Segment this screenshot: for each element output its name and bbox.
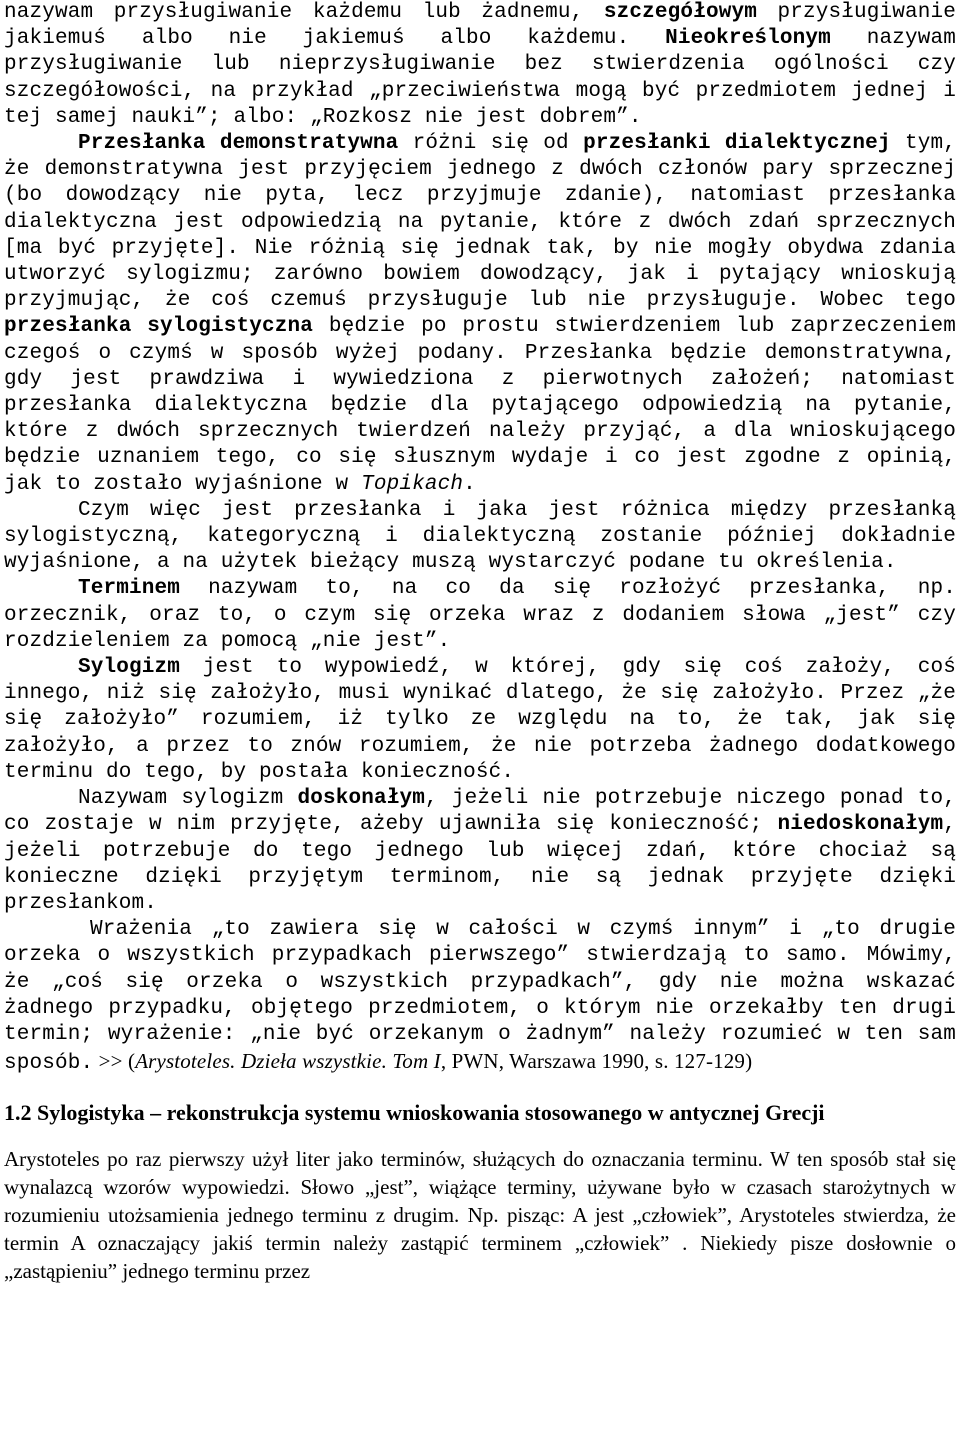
text-run: Wrażenia „to zawiera się w całości w czymś innym” i „to drugie orzeka o wszystkich przypadkach pierwszego” stwierdzają to samo. Mówimy, że „coś się orzeka o wszystkich przypadkach”, gdy nie można wskazać żadnego przypadku, objętego przedmiotem, o którym nie orzekałby ten drugi termin; wyrażenie: „nie być orzekanym o żadnym” należy rozumieć w ten sam sposób. [4,918,956,1076]
term-nieokreslonym: Nieokreślonym [665,27,831,51]
text-run: , jeżeli nie potrzebuje niczego ponad to, co zostaje w nim przyjęte, ażeby ujawniła się konieczność; [4,787,956,837]
term-terminem: Terminem [78,577,181,601]
text-run: Nazywam sylogizm [78,787,298,811]
paragraph-5 [4,655,956,786]
term-przeslanka-sylogistyczna: przesłanka sylogistyczna [4,315,314,339]
title-topiki: Topikach [361,472,464,496]
text-run: tym, że demonstratywna jest przyjęciem jednego z dwóch członów pary sprzecznej (bo dowodzący nie pyta, lecz przyjmuje zdanie), natomiast przesłanka dialektyczna jest odpowiedzią na pytanie, które z dwóch zdań sprzecznych [ma być przyjęte]. Nie różnią się jednak tak, by nie mogły obydwa zdania utworzyć sylogizmu; zarówno bowiem dowodzący, jak i pytający wnioskują przyjmując, że coś czemuś przysługuje lub nie przysługuje. Wobec tego [4,132,956,313]
text-run: jest to wypowiedź, w której, gdy się coś założy, coś innego, niż się założyło, musi wynikać dlatego, że się założyło. Przez „że się założyło” rozumiem, iż tylko ze względu na to, że tak, jak się założyło, a przez to znów rozumiem, że nie potrzeba żadnego dodatkowego terminu do tego, by postała konieczność. [4,656,956,784]
text-run: będzie po prostu stwierdzeniem lub zaprzeczeniem czegoś o czymś w sposób wyżej podany. Przesłanka będzie demonstratywna, gdy jest prawdziwa i wywiedziona z pierwotnych założeń; natomiast przesłanka dialektyczna będzie dla pytającego odpowiedzią na pytanie, które z dwóch sprzecznych twierdzeń należy przyjąć, a dla wnioskującego będzie uznaniem tego, co się słusznym wydaje i co jest zgodne z opinią, jak to zostało wyjaśnione w [4,315,956,496]
paragraph-6 [4,786,956,917]
term-niedoskonalym: niedoskonałym [777,813,944,837]
citation-details: , PWN, Warszawa 1990, s. 127-129) [440,1049,753,1074]
text-run: przysługiwanie jakiemuś albo nie jakiemuś albo każdemu. [4,1,956,51]
term-szczegolowym: szczegółowym [603,1,757,24]
paragraph-3 [4,498,956,577]
text-run: różni się od [398,132,584,156]
citation-open: >> ( [93,1049,136,1074]
text-run: Czym więc jest przesłanka i jaka jest różnica między przesłanką sylogistyczną, kategoryczną i dialektyczną zostanie później dokładnie wyjaśnione, a na użytek bieżący muszą wystarczyć podane tu określenia. [4,498,956,575]
paragraph-1 [4,0,956,131]
text-run: Arystoteles po raz pierwszy użył liter jako terminów, służących do oznaczania terminu. W ten sposób stał się wynalazcą wzorów wypowiedzi. Słowo „jest”, wiążące terminy, używane było w czasach starożytnych w rozumieniu utożsamienia jednego terminu z drugim. Np. pisząc: A jest „człowiek”, Arystoteles stwierdza, że termin A oznaczający jakiś termin należy zastąpić terminem „człowiek” . Niekiedy pisze dosłownie o „zastąpieniu” jednego terminu przez [4,1147,956,1284]
term-sylogizm: Sylogizm [78,656,181,680]
text-run: nazywam przysługiwanie lub nieprzysługiwanie bez stwierdzenia ogólności czy szczegółowości, na przykład „przeciwieństwa mogą być przedmiotem jednej i tej samej nauki”; albo: „Rozkosz nie jest dobrem”. [4,27,956,129]
section-heading: 1.2 Sylogistyka – rekonstrukcja systemu wnioskowania stosowanego w antycznej Grecji [4,1100,825,1126]
text-run: . [463,472,476,496]
text-run: , jeżeli potrzebuje do tego jednego lub więcej zdań, które chociaż są konieczne dzięki przyjętym terminom, nie są jednak przyjęte dzięki przesłankom. [4,813,956,915]
paragraph-2 [4,131,956,498]
term-przeslanka-demonstratywna: Przesłanka demonstratywna [78,132,399,156]
term-doskonalym: doskonałym [297,787,426,811]
paragraph-7 [4,917,956,1077]
paragraph-4 [4,576,956,655]
term-przeslanka-dialektyczna: przesłanki dialektycznej [583,132,891,156]
text-run: nazywam to, na co da się rozłożyć przesłanka, np. orzecznik, oraz to, o czym się orzeka wraz z dodaniem słowa „jest” czy rozdzieleniem za pomocą „nie jest”. [4,577,956,653]
citation-title: Arystoteles. Dzieła wszystkie. Tom I [135,1049,441,1074]
paragraph-8 [4,1145,956,1285]
text-run: nazywam przysługiwanie każdemu lub żadnemu, [4,1,604,24]
